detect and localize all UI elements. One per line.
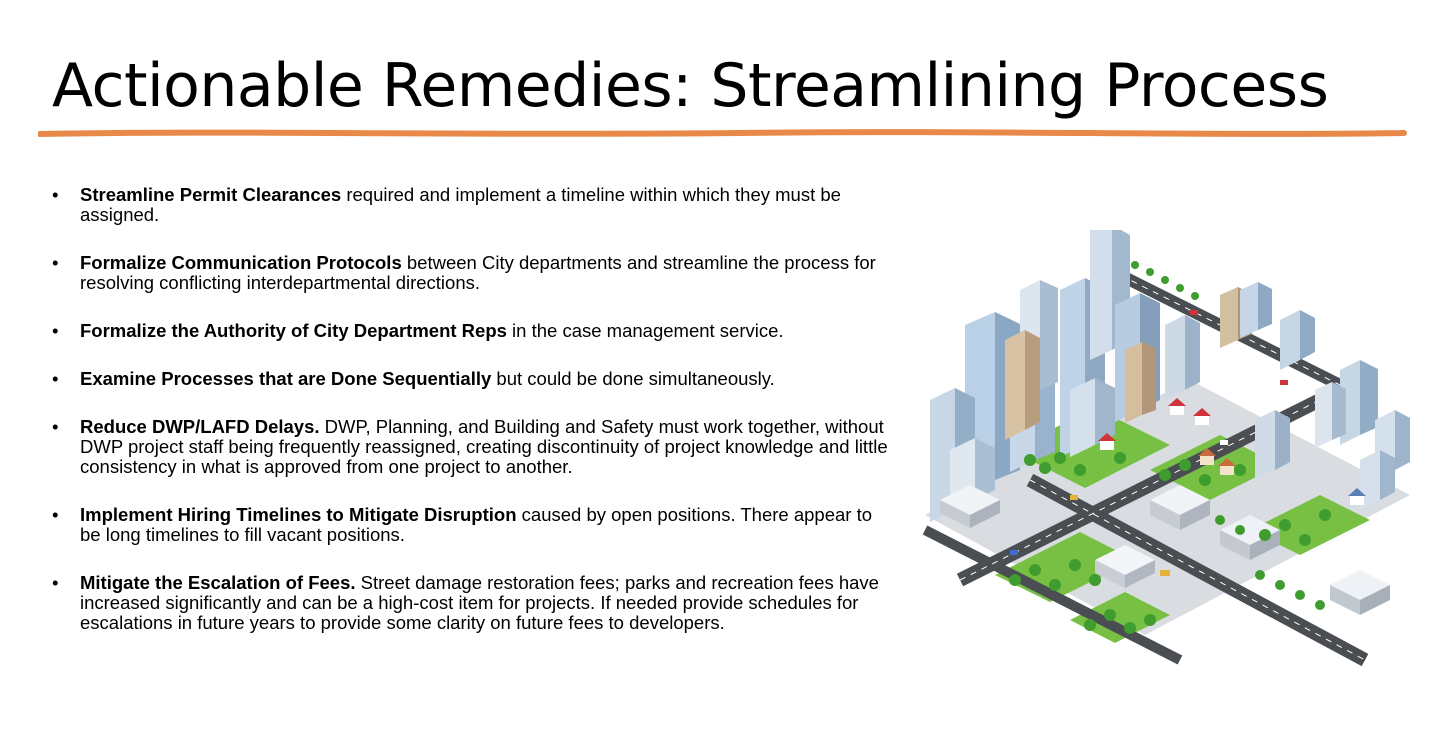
bullet-heading: Implement Hiring Timelines to Mitigate Disruption: [80, 504, 517, 525]
bullet-text: but could be done simultaneously.: [491, 368, 775, 389]
bullet-text: in the case management service.: [506, 320, 784, 341]
bullet-list: [52, 185, 892, 661]
bullet-item: [52, 369, 892, 389]
bullet-heading: Formalize the Authority of City Department Reps: [80, 320, 507, 341]
bullet-item: [52, 185, 892, 225]
bullet-item: [52, 417, 892, 477]
bullet-heading: Mitigate the Escalation of Fees.: [80, 572, 356, 593]
bullet-marker: •: [52, 368, 59, 389]
bullet-item: [52, 253, 892, 293]
bullet-marker: •: [52, 416, 59, 437]
bullet-item: [52, 505, 892, 545]
bullet-item: [52, 321, 892, 341]
bullet-marker: •: [52, 252, 59, 273]
bullet-heading: Examine Processes that are Done Sequentially: [80, 368, 492, 389]
bullet-text: caused by open positions. There appear to be long timelines to fill vacant positions.: [80, 504, 873, 545]
bullet-heading: Reduce DWP/LAFD Delays.: [80, 416, 320, 437]
bullet-marker: •: [52, 504, 59, 525]
bullet-text: required and implement a timeline within which they must be assigned.: [80, 184, 841, 225]
bullet-text: DWP, Planning, and Building and Safety must work together, without DWP project staff being frequently reassigned, creating discontinuity of project knowledge and little consistency in what is approved from one project to another.: [80, 416, 888, 477]
title-underline: [38, 126, 1408, 140]
bullet-marker: •: [52, 572, 59, 593]
bullet-marker: •: [52, 320, 59, 341]
bullet-marker: •: [52, 184, 59, 205]
slide-title: Actionable Remedies: Streamlining Process: [52, 51, 1329, 121]
isometric-city-illustration: [920, 230, 1415, 675]
bullet-item: [52, 573, 892, 633]
bullet-text: between City departments and streamline the process for resolving conflicting interdepartmental directions.: [80, 252, 876, 293]
bullet-heading: Formalize Communication Protocols: [80, 252, 402, 273]
bullet-heading: Streamline Permit Clearances: [80, 184, 342, 205]
bullet-text: Street damage restoration fees; parks and recreation fees have increased significantly and can be a high-cost item for projects. If needed provide schedules for escalations in future years to provide some clarity on future fees to developers.: [80, 572, 879, 633]
